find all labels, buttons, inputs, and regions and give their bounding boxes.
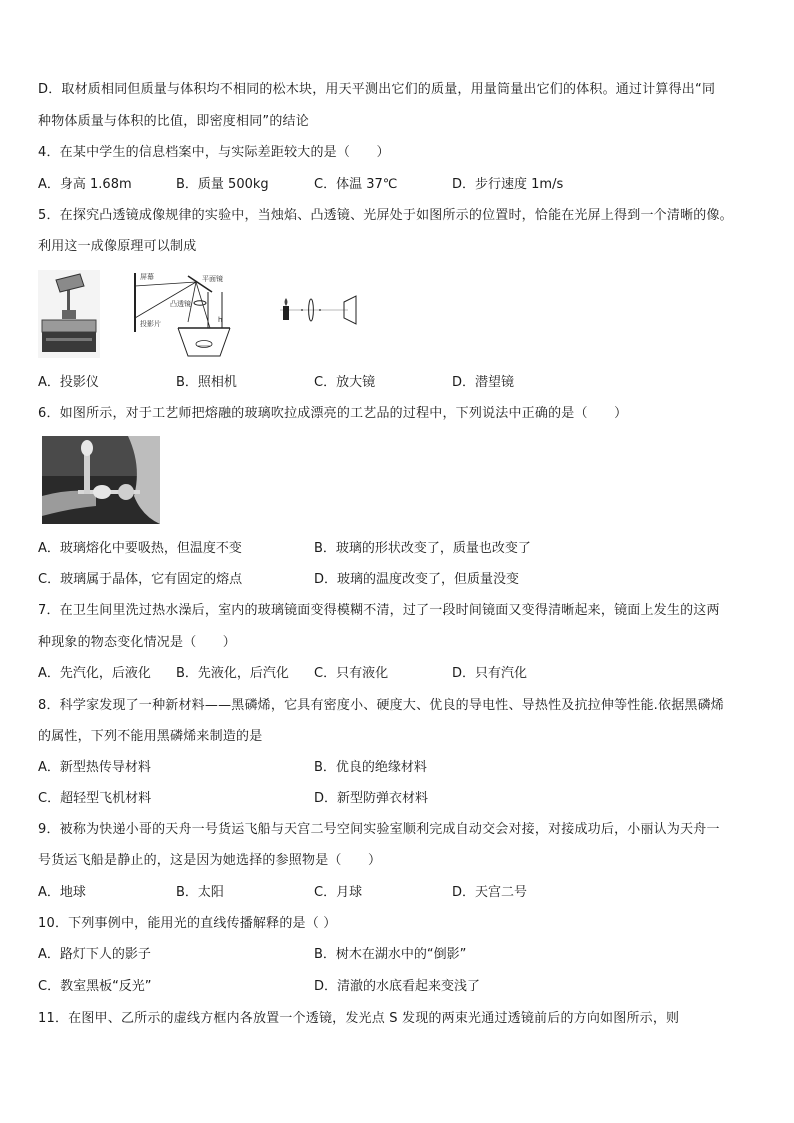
q4-option-c: C．体温 37℃ bbox=[314, 177, 398, 192]
label-convex-lens: 凸透镜 bbox=[170, 300, 191, 308]
q8-option-d: D．新型防弹衣材料 bbox=[314, 791, 429, 806]
q7-option-b: B．先液化，后汽化 bbox=[176, 666, 289, 681]
q7-stem-line2: 种现象的物态变化情况是（ ） bbox=[38, 635, 237, 650]
q3-option-d-line1: D．取材质相同但质量与体积均不相同的松木块，用天平测出它们的质量，用量筒量出它们的体积。通过计算得出“同 bbox=[38, 82, 716, 97]
q5-option-b: B．照相机 bbox=[176, 375, 237, 390]
q6-option-c: C．玻璃属于晶体，它有固定的熔点 bbox=[38, 572, 243, 587]
q10-option-a: A．路灯下人的影子 bbox=[38, 947, 151, 962]
q5-option-a: A．投影仪 bbox=[38, 375, 99, 390]
q3-option-d-line2: 种物体质量与体积的比值，即密度相同”的结论 bbox=[38, 114, 309, 129]
q4-option-d: D．步行速度 1m/s bbox=[452, 177, 564, 192]
q6-option-a: A．玻璃熔化中要吸热，但温度不变 bbox=[38, 541, 242, 556]
q7-option-c: C．只有液化 bbox=[314, 666, 389, 681]
q10-option-b: B．树木在湖水中的“倒影” bbox=[314, 947, 467, 962]
q7-stem-line1: 7．在卫生间里洗过热水澡后，室内的玻璃镜面变得模糊不清，过了一段时间镜面又变得清晰起来，镜面上发生的这两 bbox=[38, 603, 720, 618]
q6-option-d: D．玻璃的温度改变了，但质量没变 bbox=[314, 572, 520, 587]
label-slide: 投影片 bbox=[140, 320, 161, 328]
q8-option-c: C．超轻型飞机材料 bbox=[38, 791, 152, 806]
glassblowing-photo bbox=[42, 436, 160, 524]
projector-diagram bbox=[132, 270, 250, 362]
q4-option-b: B．质量 500kg bbox=[176, 177, 269, 192]
q8-option-b: B．优良的绝缘材料 bbox=[314, 760, 427, 775]
q8-option-a: A．新型热传导材料 bbox=[38, 760, 151, 775]
q9-option-d: D．天宫二号 bbox=[452, 885, 528, 900]
projector-photo bbox=[38, 270, 100, 358]
q9-option-c: C．月球 bbox=[314, 885, 363, 900]
q8-stem-line2: 的属性，下列不能用黑磷烯来制造的是 bbox=[38, 729, 263, 744]
label-screen: 屏幕 bbox=[140, 273, 154, 281]
svg-text:h: h bbox=[218, 316, 223, 324]
label-plane-mirror: 平面镜 bbox=[202, 275, 223, 283]
q8-stem-line1: 8．科学家发现了一种新材料——黑磷烯，它具有密度小、硬度大、优良的导电性、导热性及抗拉伸等性能.依据黑磷烯 bbox=[38, 698, 725, 713]
q10-stem: 10．下列事例中，能用光的直线传播解释的是（ ） bbox=[38, 916, 337, 931]
q4-stem: 4．在某中学生的信息档案中，与实际差距较大的是（ ） bbox=[38, 145, 390, 160]
q10-option-c: C．教室黑板“反光” bbox=[38, 979, 152, 994]
q9-option-a: A．地球 bbox=[38, 885, 86, 900]
q5-stem-line1: 5．在探究凸透镜成像规律的实验中，当烛焰、凸透镜、光屏处于如图所示的位置时，恰能在光屏上得到一个清晰的像。 bbox=[38, 208, 733, 223]
q5-option-c: C．放大镜 bbox=[314, 375, 376, 390]
q11-stem: 11．在图甲、乙所示的虚线方框内各放置一个透镜，发光点 S 发现的两束光通过透镜前后的方向如图所示，则 bbox=[38, 1011, 680, 1026]
q5-option-d: D．潜望镜 bbox=[452, 375, 515, 390]
q7-option-a: A．先汽化，后液化 bbox=[38, 666, 151, 681]
q9-stem-line1: 9．被称为快递小哥的天舟一号货运飞船与天宫二号空间实验室顺利完成自动交会对接，对接成功后，小丽认为天舟一 bbox=[38, 822, 720, 837]
q5-stem-line2: 利用这一成像原理可以制成 bbox=[38, 239, 197, 254]
q6-stem: 6．如图所示，对于工艺师把熔融的玻璃吹拉成漂亮的工艺品的过程中，下列说法中正确的是（ ） bbox=[38, 406, 628, 421]
q6-option-b: B．玻璃的形状改变了，质量也改变了 bbox=[314, 541, 531, 556]
q9-option-b: B．太阳 bbox=[176, 885, 224, 900]
candle-lens-screen-setup bbox=[280, 292, 360, 328]
q7-option-d: D．只有汽化 bbox=[452, 666, 528, 681]
q4-option-a: A．身高 1.68m bbox=[38, 177, 132, 192]
q10-option-d: D．清澈的水底看起来变浅了 bbox=[314, 979, 481, 994]
q9-stem-line2: 号货运飞船是静止的，这是因为她选择的参照物是（ ） bbox=[38, 853, 382, 868]
